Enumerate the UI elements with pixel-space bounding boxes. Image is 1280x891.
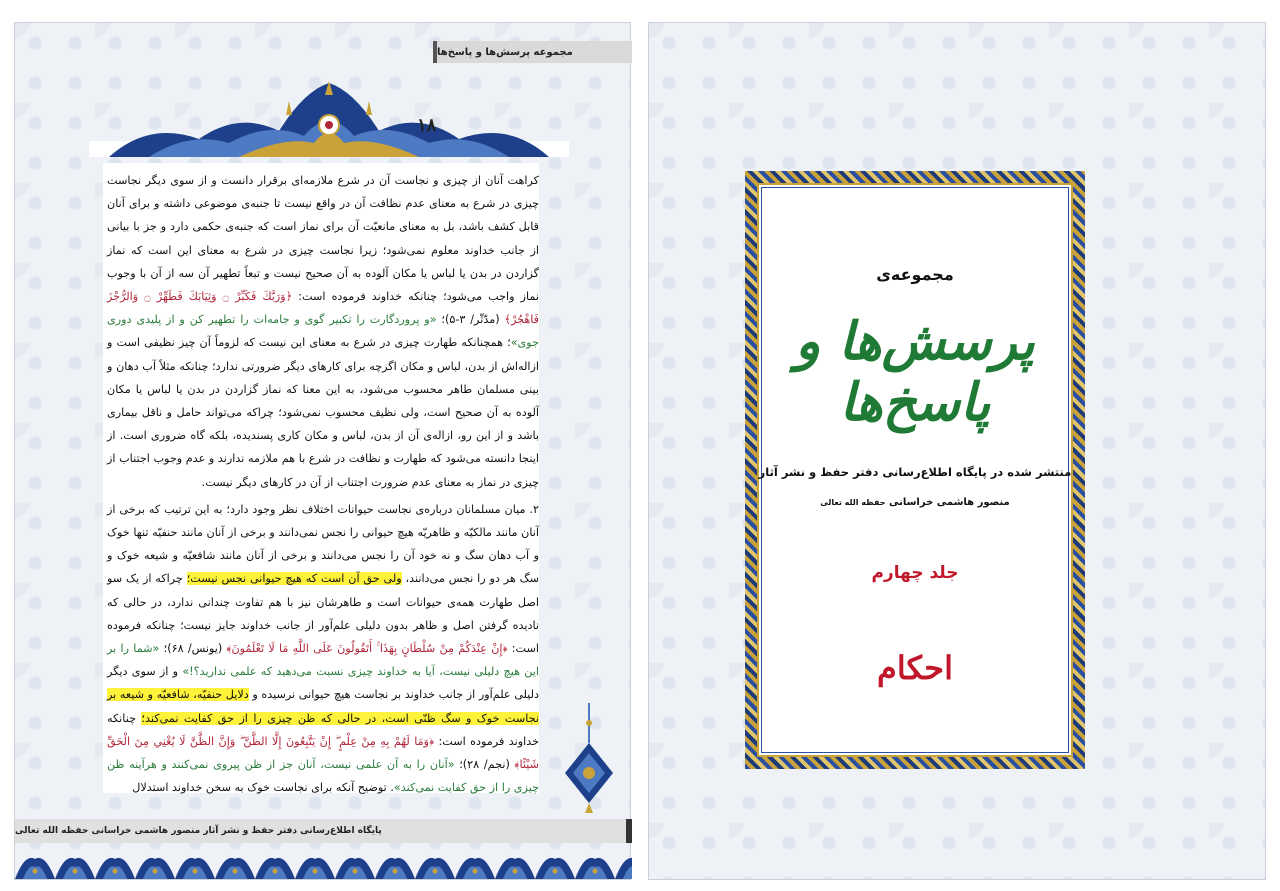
quran-verse-3: ﴿وَمَا لَهُمْ بِهِ مِنْ عِلْمٍ ۖ إِنْ يَتَّبِعُونَ إِلَّا الظَّنَّ ۖ وَإِنَّ الظَّنَّ لَا يُغْنِي مِنَ الْحَقِّ شَيْئًا﴾ xyxy=(107,734,539,772)
subject-title: احکام xyxy=(877,649,953,687)
paragraph-2-text-g: . توضیح آنکه برای نجاست خوک به سخن خداوند استدلال xyxy=(132,781,394,795)
paragraph-1-text-c: ؛ همچنانکه طهارت چیزی در شرع به معنای این نیست که لزوماً آن چیز نظیفی است و ازاله‌اش از بدن، لباس و مکان اگرچه برای کارهای دیگر ضرورتی ندارد؛ چنانکه مثلاً آب دهان و بینی مسلمان طاهر محسوب می‌شود، به این معنا که نماز گزاردن در بدن یا لباس یا مکان آلوده به آن صحیح است، ولی نظیف محسوب نمی‌شود؛ چراکه می‌تواند حامل و ناقل بیماری باشد و از این رو، ازاله‌ی آن از بدن، لباس و مکان کاری پسندیده، بلکه گاه ضروری است. از اینجا دانسته می‌شود که طهارت و نظافت در شرع با هم ملازمه ندارند و عدم وجوب اجتناب از چیزی در نماز به معنای عدم ضرورت اجتناب از آن در کارهای دیگر نیست. xyxy=(107,336,539,489)
right-page xyxy=(648,22,1266,880)
paragraph-2-text-c: (یونس/ ۶۸)؛ xyxy=(159,642,227,656)
paragraph-2-text-e: چنانکه خداوند فرموده است: xyxy=(107,711,540,748)
side-ornament xyxy=(561,703,617,813)
paragraph-2-text-d: و از سوی دیگر دلیلی علم‌آور از جانب خداوند بر نجاست هیچ حیوانی نرسیده و xyxy=(107,665,539,702)
author-line xyxy=(757,497,1073,508)
collection-label: مجموعه‌ی xyxy=(876,265,954,284)
author-suffix: حفظه الله تعالی xyxy=(820,498,886,507)
verse-translation-2: «شما را بر این هیچ دلیلی نیست، آیا به خداوند چیزی نسبت می‌دهید که علمی ندارید؟!» xyxy=(107,642,539,679)
running-footer: پایگاه اطلاع‌رسانی دفتر حفظ و نشر آثار منصور هاشمی خراسانی حفظه الله تعالی xyxy=(15,819,632,843)
paragraph-2 xyxy=(107,498,539,800)
body-text-block xyxy=(103,163,539,793)
running-header: مجموعه پرسش‌ها و پاسخ‌ها xyxy=(433,41,632,63)
paragraph-1 xyxy=(107,169,539,494)
bottom-ornament xyxy=(15,849,632,879)
highlight-1: ولی حق آن است که هیچ حیوانی نجس نیست؛ xyxy=(186,572,402,586)
volume-label: جلد چهارم xyxy=(871,563,959,583)
paragraph-2-text-f: (نجم/ ۲۸)؛ xyxy=(454,758,515,772)
verse-translation-3: «آنان را به آن علمی نیست، آنان جز از ظن پیروی نمی‌کنند و هرآینه ظن چیزی را از حق کفایت نمی‌کند» xyxy=(107,758,539,795)
page-number: ۱۸ xyxy=(417,115,437,136)
top-ornament xyxy=(89,81,569,157)
paragraph-2-text-b: چراکه از یک سو اصل طهارت همه‌ی حیوانات است و طاهرشان نیز با هم تفاوت چندانی ندارد، در حالی که نادیده گرفتن اصل و ظاهر بدون دلیلی علم‌آور از جانب خداوند جایز نیست؛ چنانکه فرموده است: xyxy=(107,572,539,656)
cover-content xyxy=(757,183,1073,757)
paragraph-1-text-a: کراهت آنان از چیزی و نجاست آن در شرع ملازمه‌ای برقرار دانست و از سوی دیگر نجاست چیزی در شرع به معنای عدم نظافت آن در واقع نیست تا جنبه‌ی موضوعی داشته و برای آنان قابل کشف باشد، بل به معنای مانعیّت آن برای نماز است که جنبه‌ی حکمی دارد و جز با بیانی از جانب خداوند معلوم نمی‌شود؛ زیرا نجاست چیزی در شرع به معنای این است که نماز گزاردن در بدن یا لباس یا مکان آلوده به آن صحیح نیست و تبعاً تطهیر آن سه از آن با وجوب نماز واجب می‌شود؛ چنانکه خداوند فرموده است: xyxy=(107,174,539,304)
body-text xyxy=(107,169,539,803)
quran-verse-2: ﴿إِنْ عِنْدَكُمْ مِنْ سُلْطَانٍ بِهَذَا ۚ أَتَقُولُونَ عَلَى اللَّهِ مَا لَا تَعْلَمُونَ﴾ xyxy=(226,642,508,656)
quran-verse-1: ﴿وَرَبَّكَ فَكَبِّرْ ۝ وَثِيَابَكَ فَطَهِّرْ ۝ وَالرُّجْزَ فَاهْجُرْ﴾ xyxy=(107,290,540,327)
cover-frame xyxy=(745,171,1085,769)
publisher-line: منتشر شده در پایگاه اطلاع‌رسانی دفتر حفظ و نشر آثار xyxy=(758,465,1072,479)
paragraph-2-text-a: ۲. میان مسلمانان درباره‌ی نجاست حیوانات اختلاف نظر وجود دارد؛ به این ترتیب که برخی از آنان مانند مالکیّه و ظاهریّه هیچ حیوانی را نجس نمی‌دانند و برخی از آنان مانند حنفیّه تنها خوک و آب دهان سگ و نه خود آن را نجس می‌دانند و برخی از آنان مانند شافعیّه و شیعه خوک و سگ هر دو را نجس می‌دانند، xyxy=(107,502,540,586)
author-name: منصور هاشمی خراسانی xyxy=(888,497,1010,508)
book-title: پرسش‌ها و پاسخ‌ها xyxy=(795,311,1035,433)
paragraph-1-text-b: (مدّثّر/ ۳-۵)؛ xyxy=(436,313,505,327)
highlight-2: دلایل حنفیّه، شافعیّه و شیعه بر نجاست خوک و سگ ظنّی است، در حالی که ظن چیزی را از حق کفایت نمی‌کند؛ xyxy=(107,688,539,725)
verse-translation-1: «و پروردگارت را تکبیر گوی و جامه‌ات را تطهیر کن و از پلیدی دوری جوی» xyxy=(107,313,539,350)
left-page xyxy=(14,22,631,880)
